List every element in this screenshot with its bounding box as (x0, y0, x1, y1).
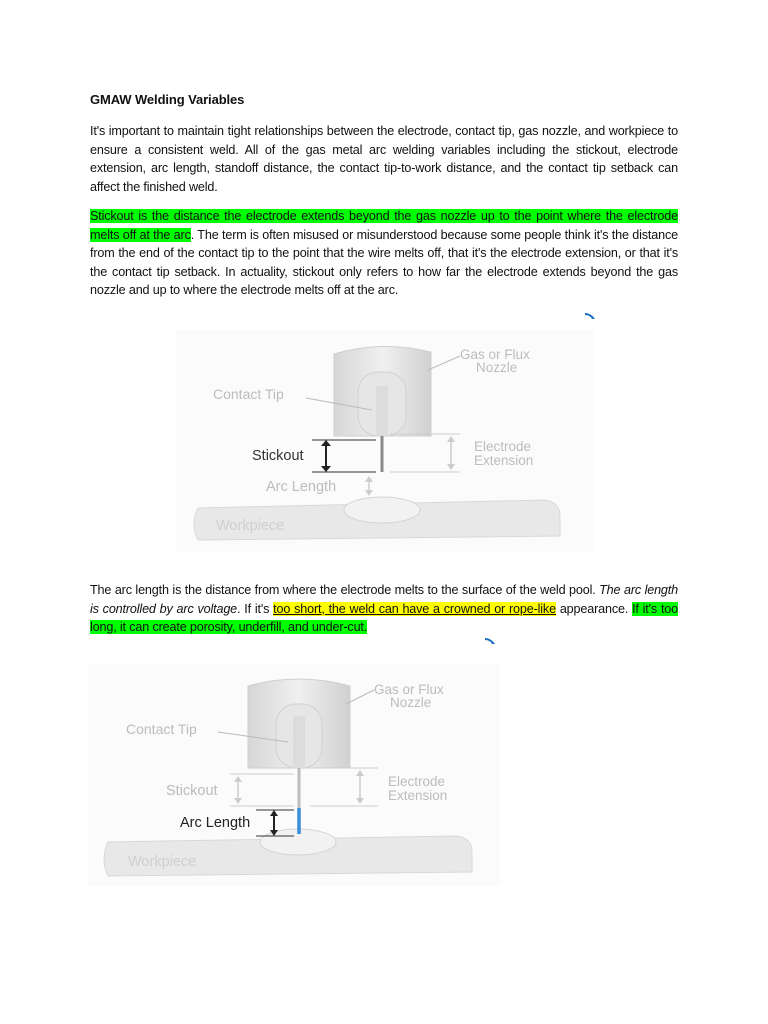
nozzle-label-1: Gas or Flux (460, 347, 530, 362)
contact-tip-label: Contact Tip (126, 721, 197, 737)
svg-text:Nozzle (390, 695, 431, 710)
intro-paragraph: It's important to maintain tight relationships between the electrode, contact tip, gas nozzle, and workpiece to ensure a consistent weld. All of the gas metal arc welding variables including the stickout, electrode extension, arc length, standoff distance, the contact tip-to-work distance, and the contact tip setback can affect the finished weld. (90, 124, 678, 194)
electrode-label-2: Extension (474, 453, 534, 468)
too-short-highlight: too short, the weld can have a crowned or rope-like (273, 601, 556, 616)
arc-text-3: appearance. (555, 601, 633, 616)
contact-tip-bore (293, 716, 305, 768)
svg-text:Workpiece (128, 854, 196, 870)
electrode-label-1: Electrode (388, 774, 446, 789)
svg-text:Stickout (252, 448, 304, 464)
electrode-label-1: Electrode (474, 439, 532, 454)
stickout-paragraph-rest: . The term is often misused or misunderstood because some people think it's the distance from the end of the contact tip to the point that the wire melts off, that it's the electrode extension, or that it's the contact tip setback. In actuality, stickout only refers to how far the electrode extends beyond the gas nozzle and up to where the electrode melts off at the arc. (90, 227, 678, 298)
weld-pool (344, 497, 420, 523)
stickout-definition-highlight: Stickout is the distance the electrode extends beyond the gas nozzle up to the point where the electrode melts off at the arc (90, 209, 678, 242)
arc-length-diagram (88, 664, 500, 886)
svg-text:Arc Length (180, 815, 250, 831)
arc-length-label: Arc Length (180, 815, 251, 831)
annotation-mark-icon (584, 312, 596, 320)
svg-text:Contact Tip (126, 721, 197, 737)
annotation-mark-icon-2 (484, 637, 496, 645)
stickout-label: Stickout (166, 783, 218, 799)
svg-text:Stickout (166, 783, 218, 799)
arc-length-paragraph (90, 581, 678, 637)
svg-text:Nozzle (476, 360, 517, 375)
arc-text-2: . If it's (237, 601, 274, 616)
workpiece-label: Workpiece (128, 854, 197, 870)
too-long-highlight: If it's too long, it can create porosity, underfill, and under-cut. (90, 601, 678, 635)
electrode-label-2: Extension (388, 788, 448, 803)
svg-text:Extension (388, 788, 447, 803)
nozzle-label-2: Nozzle (476, 360, 518, 375)
contact-tip-bore (376, 386, 388, 436)
arc-text-1: The arc length is the distance from where the electrode melts to the surface of the weld pool. (90, 583, 600, 597)
svg-text:Workpiece (216, 518, 284, 534)
nozzle-label-1: Gas or Flux (374, 682, 444, 697)
workpiece-label: Workpiece (216, 518, 285, 534)
stickout-label: Stickout (252, 448, 304, 464)
nozzle-label-2: Nozzle (390, 695, 432, 710)
svg-text:Extension (474, 453, 533, 468)
svg-text:Arc Length (266, 479, 336, 495)
svg-text:Contact Tip (213, 386, 284, 402)
contact-tip-label: Contact Tip (213, 386, 284, 402)
stickout-diagram (176, 330, 594, 552)
svg-text:Electrode (474, 439, 531, 454)
document-title: GMAW Welding Variables (90, 92, 245, 107)
svg-text:Electrode (388, 774, 445, 789)
stickout-paragraph (90, 207, 678, 300)
arc-length-label: Arc Length (266, 479, 337, 495)
arc-voltage-italic: The arc length is controlled by arc voltage (90, 583, 678, 616)
